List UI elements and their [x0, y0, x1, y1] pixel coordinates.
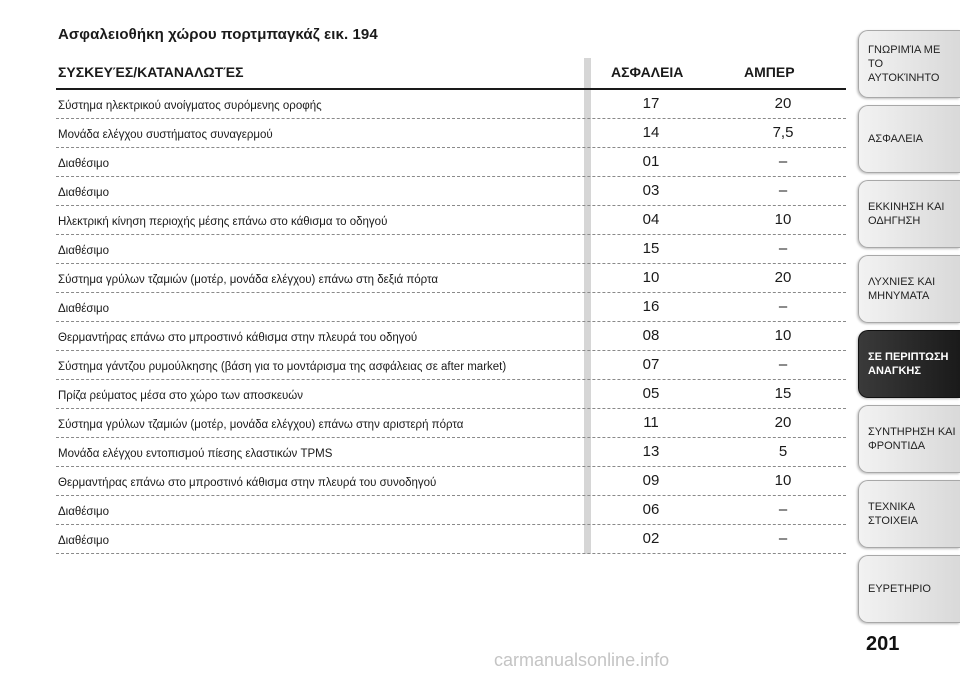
table-row — [56, 351, 846, 380]
device-cell: Πρίζα ρεύματος μέσα στο χώρο των αποσκευών — [58, 390, 304, 402]
ampere-cell: 7,5 — [772, 124, 794, 141]
fuse-cell: 15 — [642, 240, 660, 257]
ampere-cell: 10 — [774, 211, 792, 228]
chapter-tab[interactable] — [858, 255, 960, 323]
ampere-cell: – — [778, 298, 788, 315]
device-cell: Διαθέσιμο — [58, 303, 110, 315]
chapter-tab[interactable] — [858, 330, 960, 398]
fuse-cell: 13 — [642, 443, 660, 460]
fuse-cell: 10 — [642, 269, 660, 286]
page-title: Ασφαλειοθήκη χώρου πορτμπαγκάζ εικ. 194 — [58, 26, 378, 43]
device-cell: Μονάδα ελέγχου συστήματος συναγερμού — [58, 129, 273, 141]
fuse-cell: 17 — [642, 95, 660, 112]
page-number: 201 — [866, 633, 900, 655]
table-row — [56, 206, 846, 235]
chapter-tab-label: ΤΕΧΝΙΚΑ ΣΤΟΙΧΕΙΑ — [868, 501, 918, 527]
device-cell: Μονάδα ελέγχου εντοπισμού πίεσης ελαστικών TPMS — [58, 448, 333, 460]
chapter-tab[interactable] — [858, 555, 960, 623]
chapter-tab-label: ΑΣΦΑΛΕΙΑ — [868, 133, 924, 145]
chapter-tab-label: ΓΝΩΡΙΜΊΑ ΜΕ ΤΟ ΑΥΤΟΚΊΝΗΤΟ — [868, 44, 941, 84]
watermark: carmanualsonline.info — [494, 650, 670, 670]
ampere-cell: 20 — [774, 414, 792, 431]
chapter-tab[interactable] — [858, 405, 960, 473]
table-row — [56, 264, 846, 293]
fuse-cell: 08 — [642, 327, 660, 344]
table-row — [56, 293, 846, 322]
chapter-tab[interactable] — [858, 480, 960, 548]
table-row — [56, 525, 846, 554]
fuse-table — [56, 58, 846, 554]
ampere-cell: – — [778, 501, 788, 518]
ampere-cell: 5 — [778, 443, 788, 460]
fuse-cell: 05 — [642, 385, 660, 402]
device-cell: Διαθέσιμο — [58, 187, 110, 199]
chapter-tabs — [858, 30, 960, 630]
ampere-cell: 10 — [774, 327, 792, 344]
chapter-tab-label: ΕΥΡΕΤΗΡΙΟ — [868, 583, 931, 595]
table-row — [56, 409, 846, 438]
table-row — [56, 148, 846, 177]
ampere-cell: – — [778, 356, 788, 373]
device-cell: Σύστημα γάντζου ρυμούλκησης (βάση για το μοντάρισμα της ασφάλειας σε after market) — [58, 361, 507, 373]
device-cell: Θερμαντήρας επάνω στο μπροστινό κάθισμα στην πλευρά του οδηγού — [58, 332, 418, 344]
chapter-tab-label: ΣΥΝΤΗΡΗΣΗ ΚΑΙ ΦΡΟΝΤΙΔΑ — [868, 426, 956, 452]
fuse-cell: 03 — [642, 182, 660, 199]
chapter-tab-label: ΣΕ ΠΕΡΙΠΤΩΣΗ ΑΝΑΓΚΗΣ — [868, 351, 949, 377]
fuse-cell: 02 — [642, 530, 660, 547]
fuse-cell: 09 — [642, 472, 660, 489]
device-cell: Διαθέσιμο — [58, 506, 110, 518]
device-cell: Σύστημα γρύλων τζαμιών (μοτέρ, μονάδα ελέγχου) επάνω στη δεξιά πόρτα — [58, 274, 439, 286]
table-row — [56, 235, 846, 264]
header-fuse: ΑΣΦΑΛΕΙΑ — [611, 64, 684, 80]
header-device: ΣΥΣΚΕΥΈΣ/ΚΑΤΑΝΑΛΩΤΈΣ — [58, 64, 244, 80]
ampere-cell: 20 — [774, 95, 792, 112]
table-row — [56, 438, 846, 467]
table-body — [56, 90, 846, 554]
fuse-cell: 11 — [643, 414, 659, 431]
table-row — [56, 322, 846, 351]
ampere-cell: 10 — [774, 472, 792, 489]
fuse-cell: 06 — [642, 501, 660, 518]
device-cell: Ηλεκτρική κίνηση περιοχής μέσης επάνω στο κάθισμα το οδηγού — [58, 216, 388, 228]
ampere-cell: 15 — [774, 385, 792, 402]
table-row — [56, 90, 846, 119]
fuse-cell: 04 — [642, 211, 660, 228]
device-cell: Διαθέσιμο — [58, 158, 110, 170]
table-row — [56, 177, 846, 206]
table-row — [56, 496, 846, 525]
chapter-tab-label: ΛΥΧΝΙΕΣ ΚΑΙ ΜΗΝΥΜΑΤΑ — [868, 276, 936, 302]
device-cell: Σύστημα γρύλων τζαμιών (μοτέρ, μονάδα ελέγχου) επάνω στην αριστερή πόρτα — [58, 419, 464, 431]
chapter-tab-label: ΕΚΚΙΝΗΣΗ ΚΑΙ ΟΔΗΓΗΣΗ — [868, 201, 945, 227]
ampere-cell: – — [778, 153, 788, 170]
device-cell: Διαθέσιμο — [58, 245, 110, 257]
ampere-cell: – — [778, 240, 788, 257]
fuse-cell: 16 — [642, 298, 660, 315]
fuse-cell: 07 — [642, 356, 660, 373]
fuse-cell: 14 — [642, 124, 660, 141]
chapter-tab[interactable] — [858, 30, 960, 98]
ampere-cell: – — [778, 182, 788, 199]
chapter-tab[interactable] — [858, 105, 960, 173]
device-cell: Διαθέσιμο — [58, 535, 110, 547]
table-row — [56, 119, 846, 148]
chapter-tab[interactable] — [858, 180, 960, 248]
device-cell: Σύστημα ηλεκτρικού ανοίγματος συρόμενης οροφής — [58, 100, 322, 112]
ampere-cell: – — [778, 530, 788, 547]
header-ampere: ΑΜΠΕΡ — [744, 64, 795, 80]
table-header — [56, 58, 846, 90]
ampere-cell: 20 — [774, 269, 792, 286]
device-cell: Θερμαντήρας επάνω στο μπροστινό κάθισμα στην πλευρά του συνοδηγού — [58, 477, 437, 489]
table-row — [56, 380, 846, 409]
table-row — [56, 467, 846, 496]
fuse-cell: 01 — [642, 153, 660, 170]
